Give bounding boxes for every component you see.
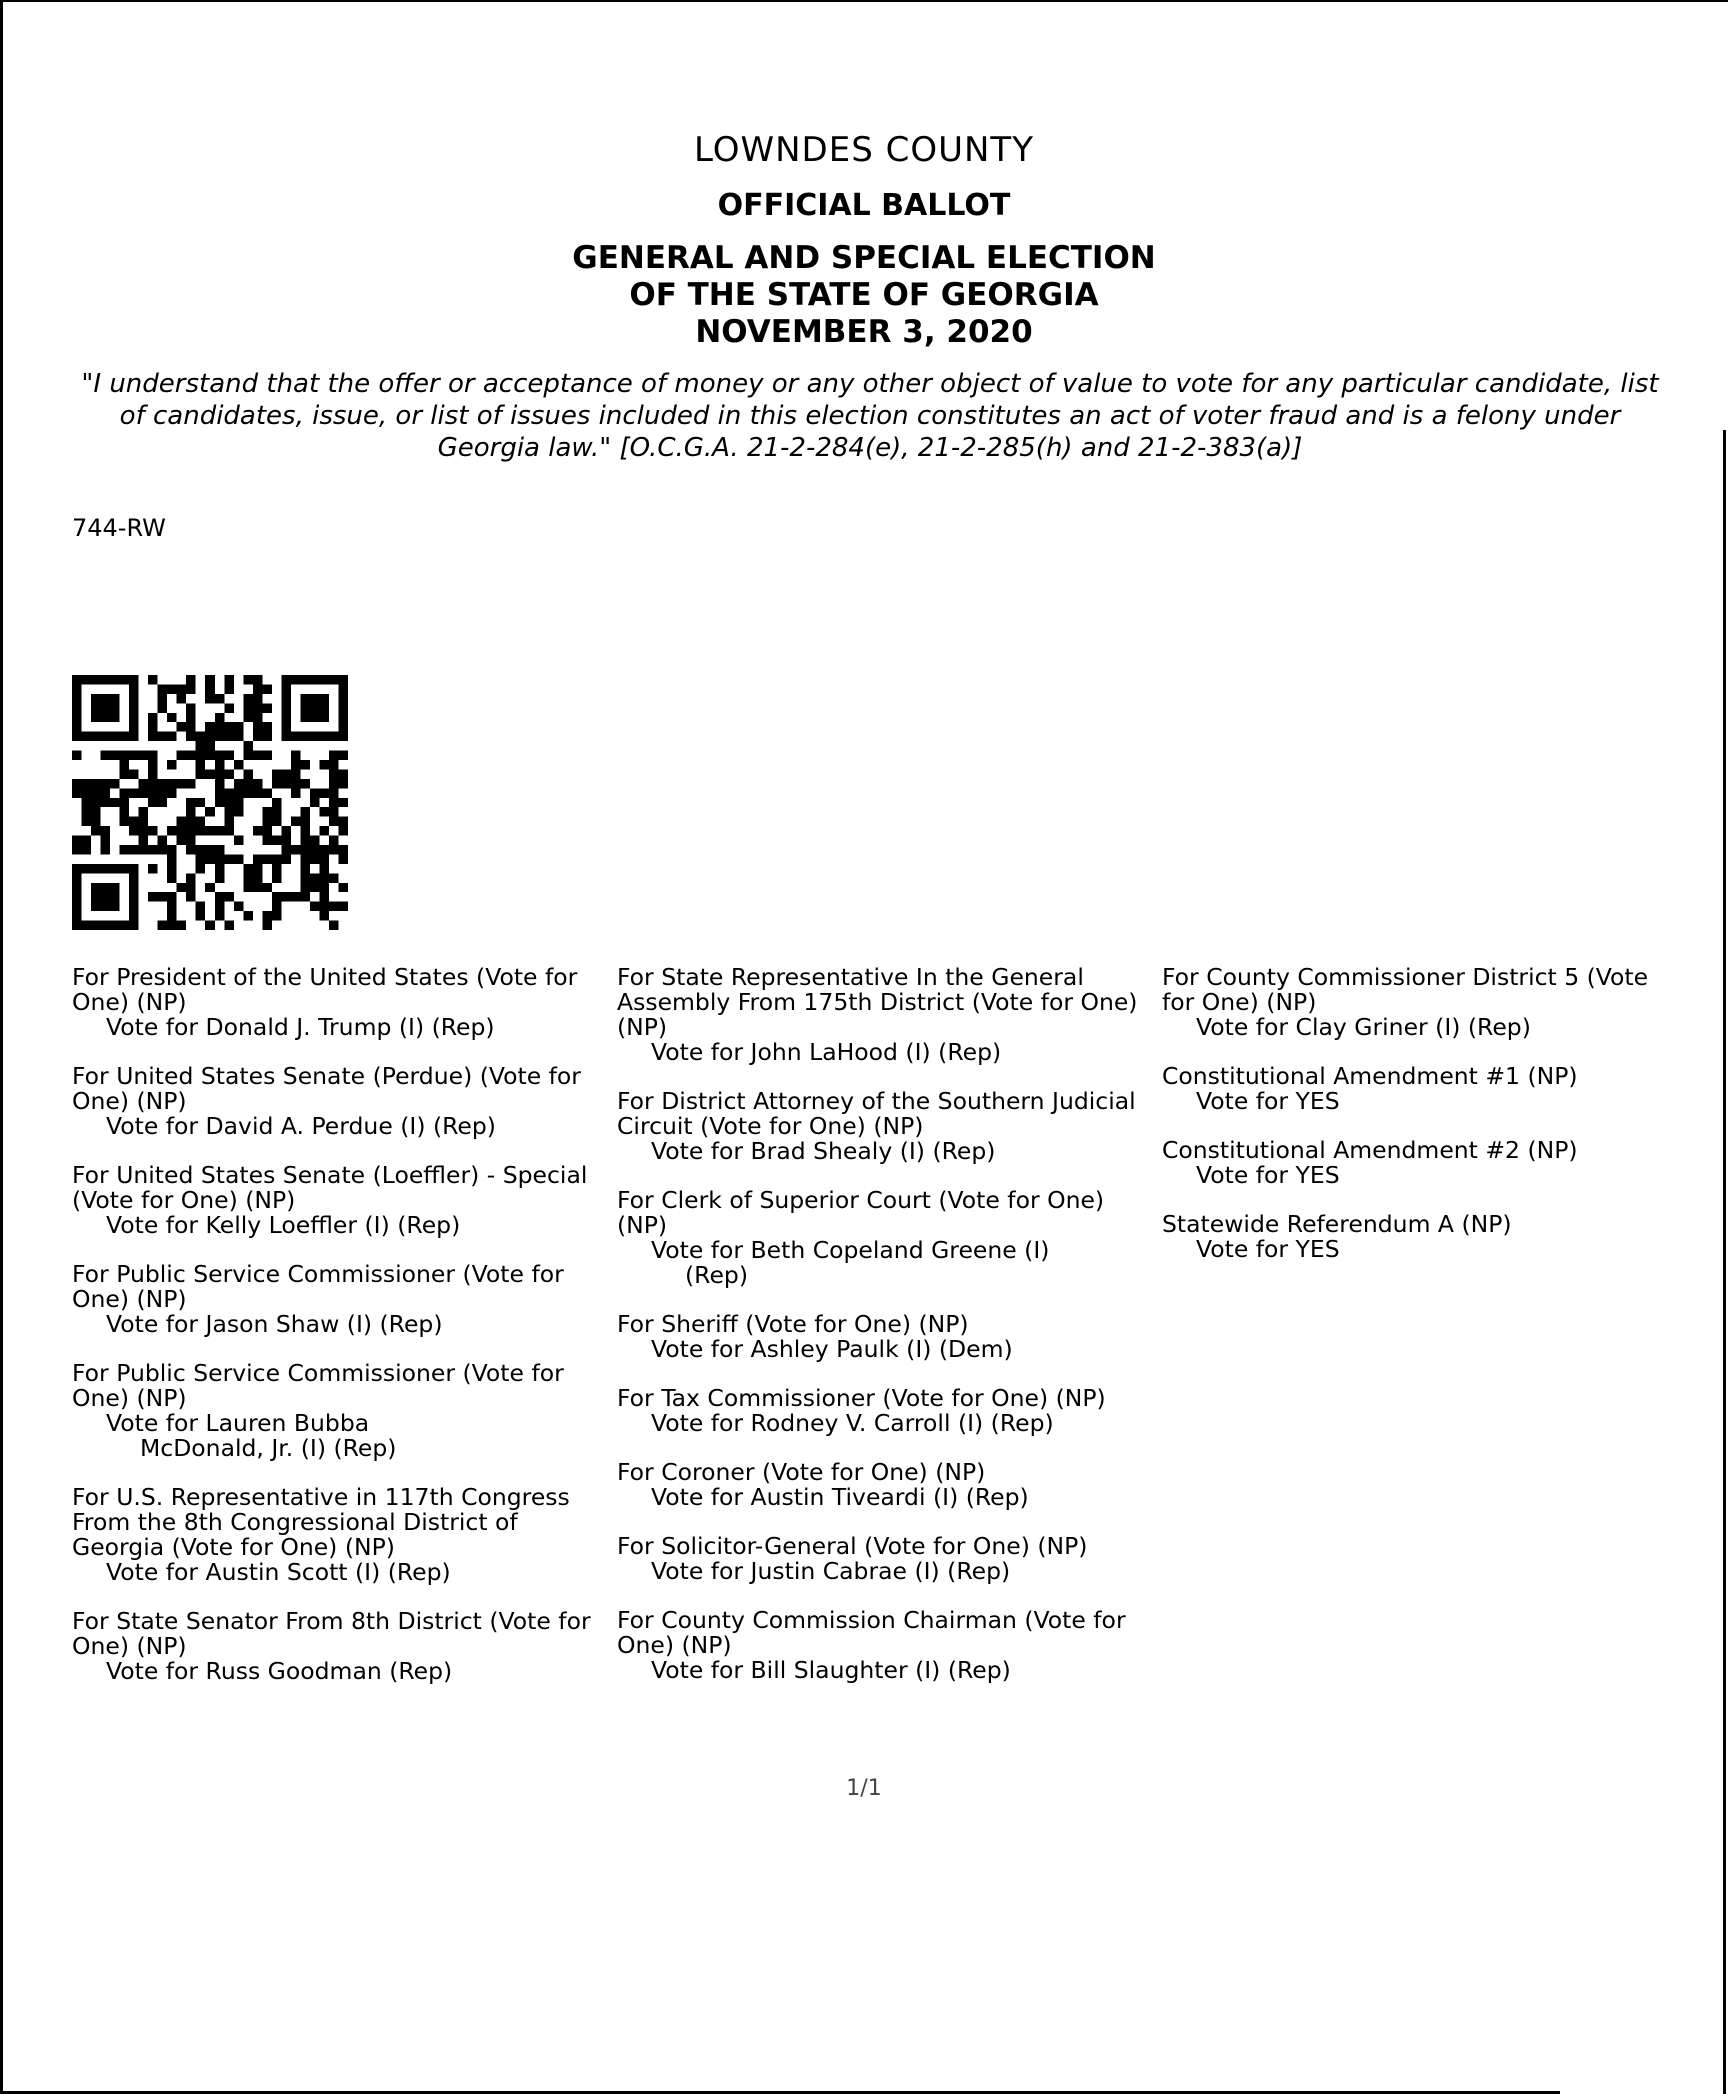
contest-title: Statewide Referendum A (NP) [1162, 1210, 1512, 1238]
vote-selection: Vote for YES [1196, 1087, 1340, 1115]
contest-column-3 [1162, 965, 1682, 1286]
vote-selection: Vote for Russ Goodman (Rep) [106, 1657, 453, 1685]
election-line-1: GENERAL AND SPECIAL ELECTION [572, 240, 1156, 276]
contest-title: For State Representative In the General Assembly From 175th District (Vote for One) (NP) [617, 963, 1138, 1041]
scan-edge-right [1723, 430, 1726, 2094]
vote-selection: Vote for Clay Griner (I) (Rep) [1196, 1013, 1531, 1041]
contest-block [617, 1460, 1157, 1510]
vote-selection: Vote for David A. Perdue (I) (Rep) [106, 1112, 496, 1140]
contest-title: For United States Senate (Perdue) (Vote for One) (NP) [72, 1062, 581, 1115]
contest-title: Constitutional Amendment #2 (NP) [1162, 1136, 1578, 1164]
vote-selection: Vote for YES [1196, 1235, 1340, 1263]
vote-selection: Vote for Ashley Paulk (I) (Dem) [651, 1335, 1013, 1363]
contest-block [617, 1188, 1157, 1288]
qr-code [72, 675, 348, 930]
contest-title: For County Commissioner District 5 (Vote for One) (NP) [1162, 963, 1649, 1016]
contest-title: For Public Service Commissioner (Vote for One) (NP) [72, 1260, 564, 1313]
vote-selection: Vote for YES [1196, 1161, 1340, 1189]
contest-column-1 [72, 965, 602, 1708]
contest-block [72, 1064, 602, 1139]
scan-mark [0, 825, 3, 833]
contest-title: For County Commission Chairman (Vote for One) (NP) [617, 1606, 1126, 1659]
vote-selection: Vote for Lauren Bubba [106, 1409, 370, 1437]
contest-title: For Public Service Commissioner (Vote for One) (NP) [72, 1359, 564, 1412]
vote-selection: Vote for Kelly Loeffler (I) (Rep) [106, 1211, 461, 1239]
contest-block [617, 1608, 1157, 1683]
contest-title: For Coroner (Vote for One) (NP) [617, 1458, 986, 1486]
contest-block [617, 1534, 1157, 1584]
contest-title: For United States Senate (Loeffler) - Special (Vote for One) (NP) [72, 1161, 588, 1214]
vote-selection: Vote for Bill Slaughter (I) (Rep) [651, 1656, 1011, 1684]
scan-mark [0, 1170, 3, 1192]
contest-title: Constitutional Amendment #1 (NP) [1162, 1062, 1578, 1090]
contest-column-2 [617, 965, 1157, 1707]
contest-title: For Solicitor-General (Vote for One) (NP) [617, 1532, 1088, 1560]
vote-selection: Vote for Austin Scott (I) (Rep) [106, 1558, 451, 1586]
county-title: LOWNDES COUNTY [694, 130, 1034, 170]
vote-selection-continued: McDonald, Jr. (I) (Rep) [140, 1434, 397, 1462]
contest-title: For State Senator From 8th District (Vote for One) (NP) [72, 1607, 591, 1660]
vote-selection: Vote for Brad Shealy (I) (Rep) [651, 1137, 996, 1165]
contest-block [617, 1089, 1157, 1164]
contest-block [1162, 1138, 1682, 1188]
scan-mark [0, 845, 3, 857]
vote-selection: Vote for Jason Shaw (I) (Rep) [106, 1310, 443, 1338]
contest-block [617, 1312, 1157, 1362]
contest-block [617, 965, 1157, 1065]
election-line-2: OF THE STATE OF GEORGIA [629, 277, 1099, 313]
vote-selection: Vote for Donald J. Trump (I) (Rep) [106, 1013, 495, 1041]
vote-selection: Vote for John LaHood (I) (Rep) [651, 1038, 1002, 1066]
contest-block [617, 1386, 1157, 1436]
contest-block [1162, 965, 1682, 1040]
vote-selection-continued: (Rep) [685, 1261, 748, 1289]
contest-title: For Tax Commissioner (Vote for One) (NP) [617, 1384, 1106, 1412]
vote-selection: Vote for Austin Tiveardi (I) (Rep) [651, 1483, 1029, 1511]
election-title [0, 240, 1728, 351]
vote-selection: Vote for Beth Copeland Greene (I) [651, 1236, 1050, 1264]
contest-block [72, 1163, 602, 1238]
ballot-type: OFFICIAL BALLOT [717, 188, 1011, 223]
vote-selection: Vote for Justin Cabrae (I) (Rep) [651, 1557, 1011, 1585]
contest-title: For Clerk of Superior Court (Vote for One) (NP) [617, 1186, 1105, 1239]
contest-block [72, 1262, 602, 1337]
election-date: NOVEMBER 3, 2020 [695, 314, 1033, 350]
contest-title: For Sheriff (Vote for One) (NP) [617, 1310, 969, 1338]
scan-mark [0, 870, 3, 910]
contest-title: For President of the United States (Vote for One) (NP) [72, 963, 578, 1016]
contest-block [72, 965, 602, 1040]
voter-fraud-notice: "I understand that the offer or acceptance of money or any other object of value to vote for any particular candidate, list of candidates, issue, or list of issues included in this election constitutes an act of voter fraud and is a felony under Georgia law." [O.C.G.A. 21-2-284(e), 21-2-285(h) and 21-2-383(a)] [81, 369, 1659, 463]
contest-title: For U.S. Representative in 117th Congress From the 8th Congressional District of Georgia (Vote for One) (NP) [72, 1483, 570, 1561]
contest-block [72, 1485, 602, 1585]
page-number: 1/1 [846, 1776, 882, 1801]
contest-block [72, 1361, 602, 1461]
contest-block [1162, 1212, 1682, 1262]
contest-block [1162, 1064, 1682, 1114]
contest-title: For District Attorney of the Southern Judicial Circuit (Vote for One) (NP) [617, 1087, 1136, 1140]
ballot-style-code: 744-RW [72, 514, 166, 542]
vote-selection: Vote for Rodney V. Carroll (I) (Rep) [651, 1409, 1054, 1437]
contest-block [72, 1609, 602, 1684]
